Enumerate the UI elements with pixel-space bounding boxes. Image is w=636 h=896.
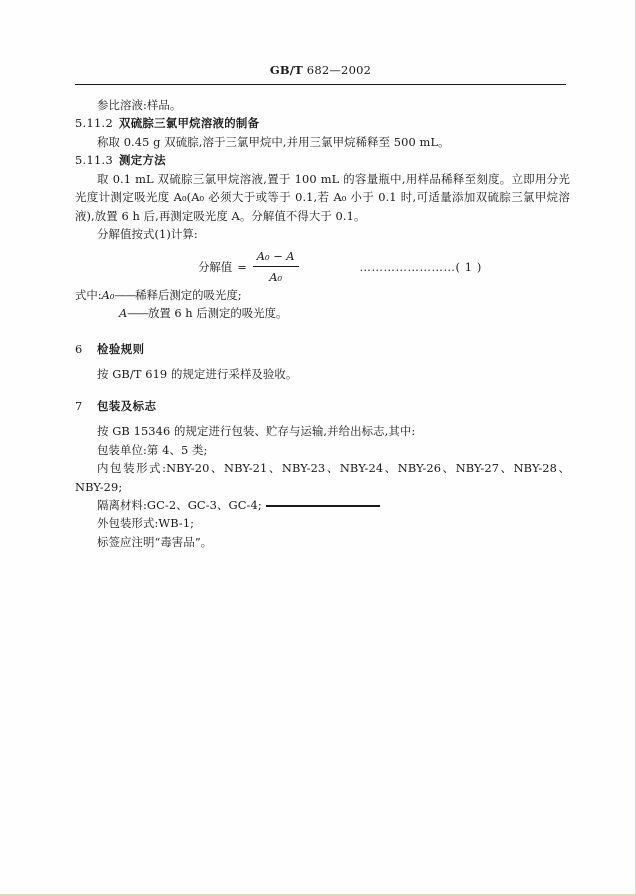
where-intro: 式中: — [75, 287, 102, 302]
decomposition-formula — [198, 247, 300, 287]
spacer — [75, 323, 570, 340]
packaging-unit-line: 包装单位:第 4、5 类; — [97, 442, 208, 457]
document-body — [75, 96, 570, 551]
formula-equals: = — [237, 259, 247, 274]
section-title: 检验规则 — [97, 341, 145, 356]
section-7-intro: 按 GB 15346 的规定进行包装、贮存与运输,并给出标志,其中: — [97, 424, 416, 439]
symbol-dash: —— — [127, 306, 149, 321]
section-6-text: 按 GB/T 619 的规定进行采样及验收。 — [97, 367, 298, 382]
formula-dot-leader — [360, 258, 482, 276]
label-note-line: 标签应注明“毒害品”。 — [97, 534, 213, 549]
standard-prefix: GB/T — [269, 63, 303, 77]
clause-title: 测定方法 — [119, 153, 166, 168]
clause-title: 双硫腙三氯甲烷溶液的制备 — [119, 116, 260, 131]
spacer — [75, 358, 570, 365]
formula-number: ( 1 ) — [455, 259, 482, 274]
clause-heading-5-11-3 — [75, 151, 570, 169]
formula-denominator: A₀ — [269, 270, 283, 285]
section-heading-6 — [75, 340, 570, 358]
end-of-document-rule — [266, 505, 380, 507]
clause-5-11-2-text: 称取 0.45 g 双硫腙,溶于三氯甲烷中,并用三氯甲烷稀释至 500 mL。 — [97, 134, 450, 149]
symbol-dash: —— — [114, 287, 136, 302]
formula-label: 分解值 — [198, 259, 233, 274]
reference-solution-line: 参比溶液:样品。 — [97, 98, 182, 112]
clause-number: 5.11.3 — [75, 153, 114, 168]
section-title: 包装及标志 — [97, 398, 157, 413]
where-hanging-indent — [75, 304, 119, 322]
spacer — [75, 415, 570, 422]
section-heading-7 — [75, 397, 570, 415]
section-number: 6 — [75, 341, 83, 356]
formula-intro: 分解值按式(1)计算: — [97, 227, 198, 242]
leader-dots: …………………… — [359, 259, 456, 274]
formula-fraction — [253, 247, 299, 287]
formula-numerator: A₀ − A — [253, 247, 299, 267]
symbol-definition: 稀释后测定的吸光度; — [135, 287, 242, 302]
outer-packaging-line: 外包装形式:WB-1; — [97, 516, 195, 531]
formula-row — [75, 250, 570, 284]
running-header — [75, 63, 566, 77]
symbol-definition: 放置 6 h 后测定的吸光度。 — [148, 306, 288, 321]
clause-number: 5.11.2 — [75, 116, 114, 131]
isolation-material-line: 隔离材料:GC-2、GC-3、GC-4; — [97, 497, 262, 512]
symbol-name: A₀ — [101, 287, 115, 302]
header-divider — [75, 84, 566, 85]
symbol-name: A — [119, 306, 128, 321]
symbol-definition-row — [75, 286, 570, 304]
standard-number: 682—2002 — [302, 63, 372, 77]
inner-packaging-line: 内包装形式:NBY-20、NBY-21、NBY-23、NBY-24、NBY-26、NBY-27、NBY-28、NBY-29; — [75, 461, 570, 494]
clause-5-11-3-text: 取 0.1 mL 双硫腙三氯甲烷溶液,置于 100 mL 的容量瓶中,用样品稀释至刻度。立即用分光光度计测定吸光度 A₀(A₀ 必须大于或等于 0.1,若 A₀ 小于 0.1 时,可适量添加双硫腙三氯甲烷溶液),放置 6 h 后,再测定吸光度 A。分解值不得大于 0.1。 — [75, 171, 570, 223]
section-number: 7 — [75, 398, 83, 413]
clause-heading-5-11-2 — [75, 114, 570, 132]
symbol-definitions — [75, 286, 570, 323]
symbol-definition-row — [75, 304, 570, 322]
spacer — [75, 384, 570, 397]
